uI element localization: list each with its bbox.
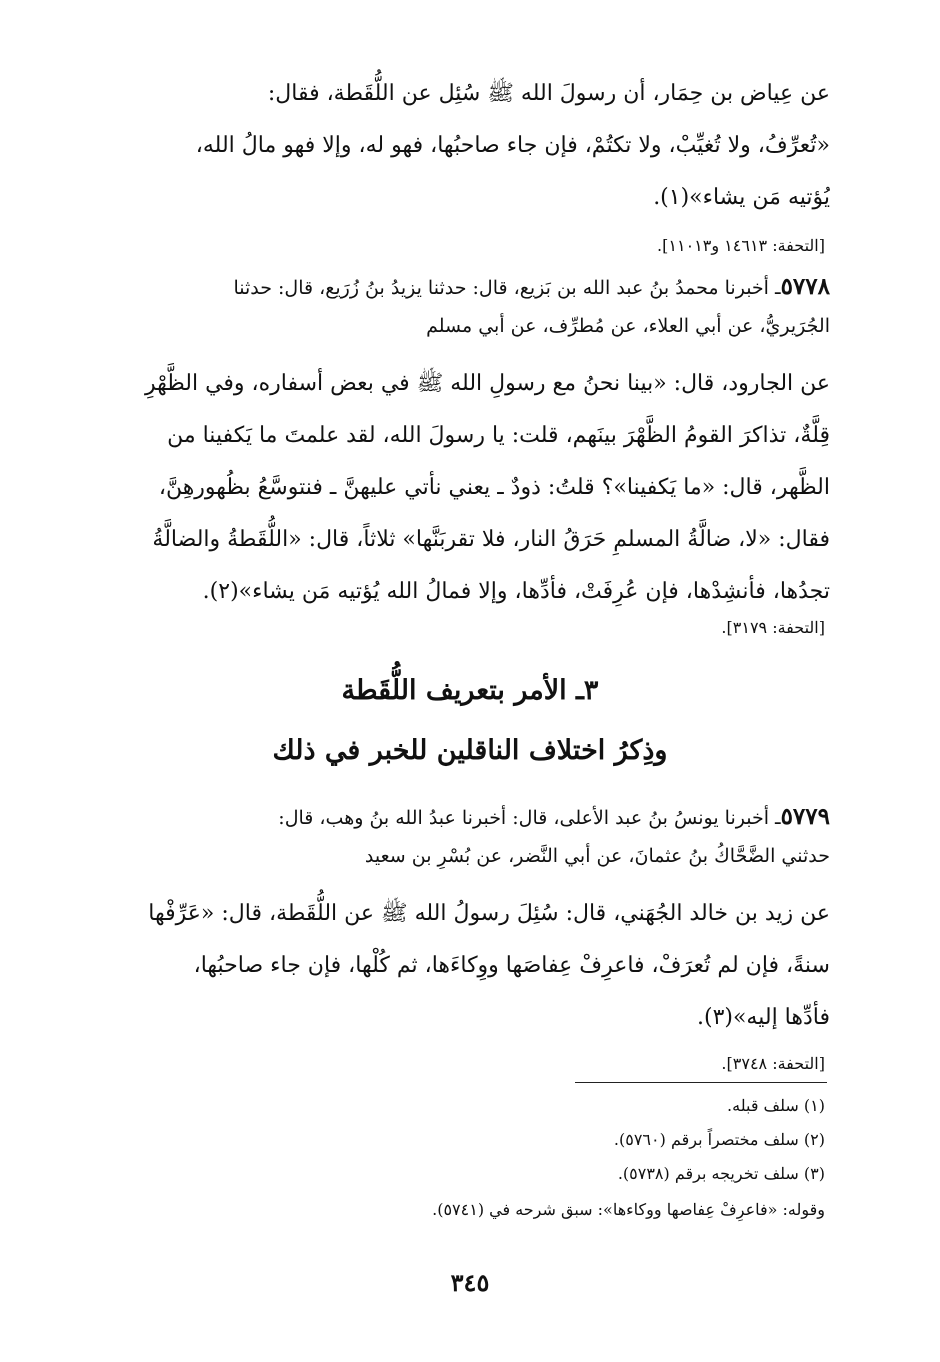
text-line: تجدُها، فأنشِدْها، فإن عُرِفَتْ، فأدِّها، وإلا فمالُ الله يُؤتيه مَن يشاء»(٢). [202, 579, 830, 604]
text-line: عن زيد بن خالد الجُهَني، قال: سُئِلَ رسولُ الله ﷺ عن اللُّقَطة، قال: «عَرِّفْها [148, 901, 830, 926]
footnote-3: (٣) سلف تخريجه برقم (٥٧٣٨). [617, 1164, 825, 1183]
isnad-5778 [110, 268, 830, 345]
isnad-5779 [110, 798, 830, 875]
isnad-text: ـ أخبرنا يونسُ بنُ عبد الأعلى، قال: أخبرنا عبدُ الله بنُ وهب، قال: [278, 807, 781, 829]
footnote-1: (١) سلف قبله. [727, 1096, 825, 1115]
text-line: الظَّهر، قال: «ما يَكفينا»؟ قلتُ: ذودٌ ـ يعني نأتي عليهنَّ ـ فنتوسَّعُ بظُهورهِنَّ، [158, 475, 830, 500]
text-line: فأدِّها إليه»(٣). [696, 1005, 830, 1030]
tuhfa-reference: [التحفة: ١٤٦١٣ و١١٠١٣]. [657, 236, 825, 255]
hadith-number: ٥٧٧٩ [780, 803, 830, 830]
chapter-title: ٣ـ الأمر بتعريف اللُّقَطة [341, 675, 599, 706]
footnote-2: (٢) سلف مختصراً برقم (٥٧٦٠). [613, 1130, 825, 1149]
text-line: عن الجارود، قال: «بينا نحنُ مع رسولِ الله ﷺ في بعض أسفاره، وفي الظَّهْرِ [144, 371, 830, 396]
footnote-3-note: وقوله: «فاعرِفْ عِفاصها ووكاءها»: سبق شرحه في (٥٧٤١). [432, 1200, 825, 1219]
hadith-text-5778 [110, 358, 830, 618]
text-line: سنةً، فإن لم تُعرَفْ، فاعرِفْ عِفاصَها ووِكاءَها، ثم كُلْها، فإن جاء صاحبُها، [193, 953, 830, 978]
tuhfa-reference: [التحفة: ٣١٧٩]. [721, 618, 825, 637]
isnad-line [110, 798, 830, 837]
isnad-line: حدثني الضَّحَّاكُ بنُ عثمانَ، عن أبي النَّضر، عن بُسْرِ بن سعيد [364, 845, 830, 867]
text-line: «تُعرِّفُ، ولا تُغيِّبْ، ولا تكتُمْ، فإن جاء صاحبُها، فهو له، وإلا فهو مالُ الله، [195, 133, 830, 158]
page-number: ٣٤٥ [450, 1268, 490, 1297]
hadith-text-5779 [110, 888, 830, 1044]
isnad-line: الجُرَيريُّ، عن أبي العلاء، عن مُطرِّف، عن أبي مسلم [426, 315, 830, 337]
tuhfa-reference: [التحفة: ٣٧٤٨]. [721, 1054, 825, 1073]
text-line: قِلَّةٌ، تذاكرَ القومُ الظَّهْرَ بينَهم، قلت: يا رسولَ الله، لقد علمتَ ما يَكفينا من [167, 423, 830, 448]
text-line: يُؤتيه مَن يشاء»(١). [653, 185, 830, 210]
chapter-subtitle: وذِكرُ اختلاف الناقلين للخبر في ذلك [272, 735, 668, 766]
text-line: عن عِياض بن حِمَار، أن رسولَ الله ﷺ سُئِل عن اللُّقَطة، فقال: [267, 81, 830, 106]
isnad-line [110, 268, 830, 307]
footnote-separator [575, 1082, 827, 1083]
hadith-text-5777-end [110, 68, 830, 224]
isnad-text: ـ أخبرنا محمدُ بنُ عبد الله بن بَزيع، قال: حدثنا يزيدُ بنُ زُرَيع، قال: حدثنا [233, 277, 781, 299]
hadith-number: ٥٧٧٨ [780, 273, 830, 300]
text-line: فقال: «لا، ضالَّةُ المسلمِ حَرَقُ النار، فلا تقربَنَّها» ثلاثاً، قال: «اللُّقَطةُ والضالَّةُ [152, 527, 830, 552]
